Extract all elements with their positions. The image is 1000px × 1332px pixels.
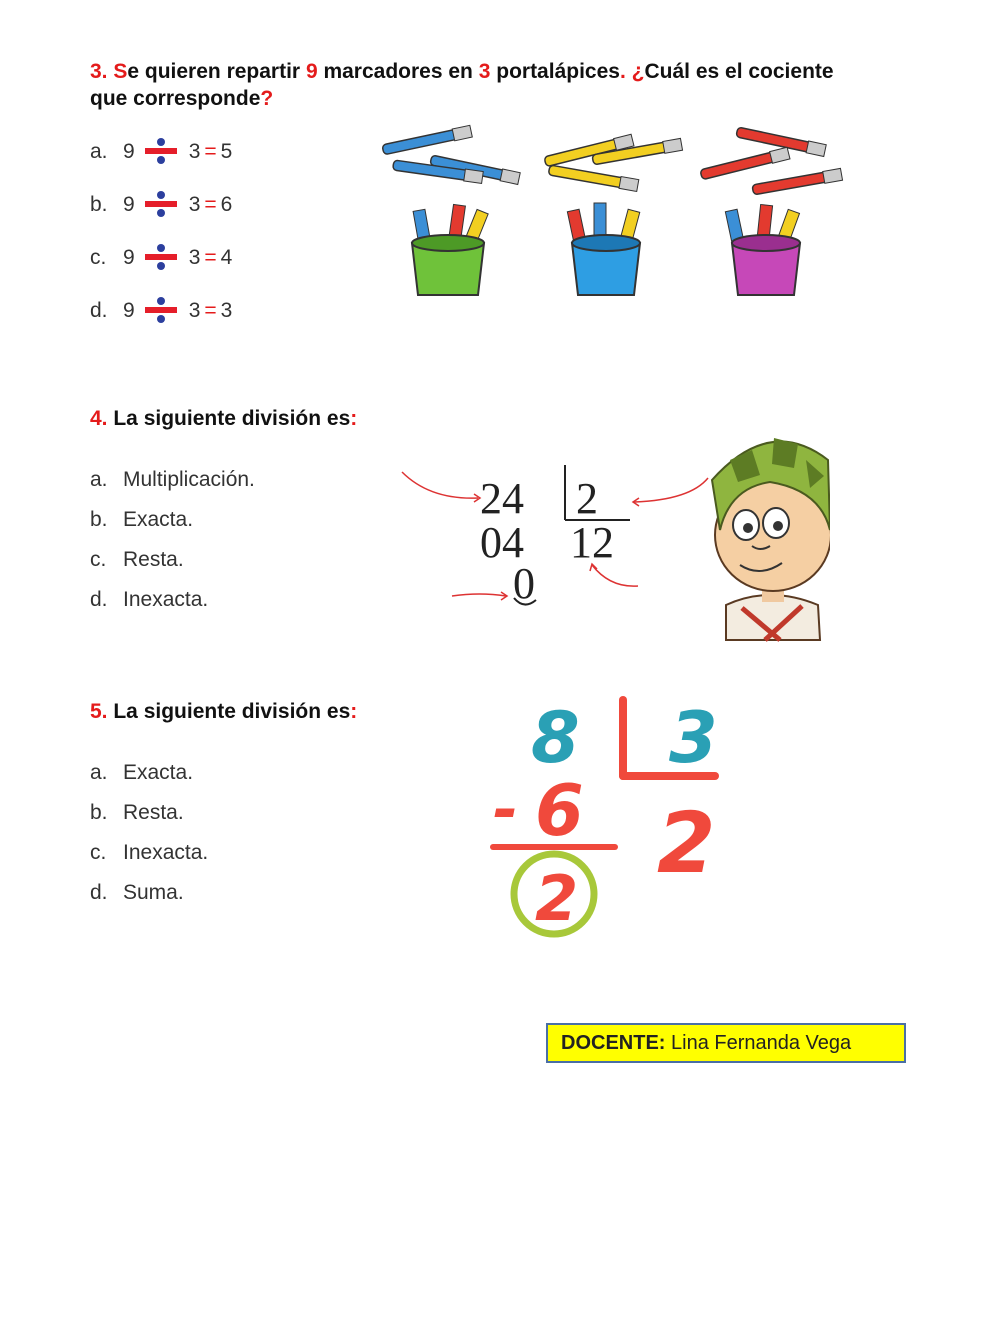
division-sign-icon: [145, 297, 177, 321]
marker-icon: [700, 147, 790, 180]
marker-icon: [548, 164, 639, 191]
quotient: 2: [657, 794, 716, 892]
division-24-by-2-figure: [390, 420, 830, 642]
remainder: 0: [513, 559, 535, 608]
q5-option-c[interactable]: c. Inexacta.: [90, 841, 209, 864]
remainder: 2: [535, 862, 579, 935]
division-sign-icon: [145, 191, 177, 215]
q4-option-d[interactable]: d. Inexacta.: [90, 588, 209, 611]
blue-cup-icon: [567, 203, 640, 295]
q4-option-a[interactable]: a. Multiplicación.: [90, 468, 255, 491]
q3-option-d[interactable]: d. 9 3 = 3: [90, 299, 233, 322]
q3-option-c[interactable]: c. 9 3 = 4: [90, 246, 233, 269]
q3-option-a[interactable]: a. 9 3 = 5: [90, 140, 233, 163]
divisor: 3: [669, 697, 718, 779]
docente-name: Lina Fernanda Vega: [665, 1032, 852, 1054]
question-4-title: 4. La siguiente división es:: [90, 407, 358, 430]
question-3-title: 3. Se quieren repartir 9 marcadores en 3 portalápices. ¿Cuál es el cociente que corresponde?: [90, 60, 834, 110]
partial-remainder: 04: [480, 518, 524, 567]
subtrahend: 6: [535, 770, 584, 852]
dividend: 8: [531, 697, 580, 779]
division-sign-icon: [145, 244, 177, 268]
divisor: 2: [576, 474, 598, 523]
division-8-by-3-figure: [485, 690, 725, 940]
q4-option-c[interactable]: c. Resta.: [90, 548, 184, 571]
marker-icon: [382, 125, 473, 155]
pencil-cups-illustration: [372, 115, 847, 305]
question-5-title: 5. La siguiente división es:: [90, 700, 358, 723]
q5-option-b[interactable]: b. Resta.: [90, 801, 184, 824]
q5-option-d[interactable]: d. Suma.: [90, 881, 184, 904]
q5-option-a[interactable]: a. Exacta.: [90, 761, 194, 784]
purple-cup-icon: [725, 205, 800, 295]
q3-option-b[interactable]: b. 9 3 = 6: [90, 193, 233, 216]
quotient: 12: [570, 518, 614, 567]
docente-label: DOCENTE:: [561, 1032, 666, 1054]
green-cup-icon: [412, 204, 488, 295]
dividend: 24: [480, 474, 524, 523]
marker-icon: [752, 168, 843, 195]
cartoon-boy-icon: [712, 438, 830, 640]
minus-sign: -: [493, 775, 518, 845]
q4-option-b[interactable]: b. Exacta.: [90, 508, 194, 531]
division-sign-icon: [145, 138, 177, 162]
teacher-name-box: [546, 1023, 906, 1063]
